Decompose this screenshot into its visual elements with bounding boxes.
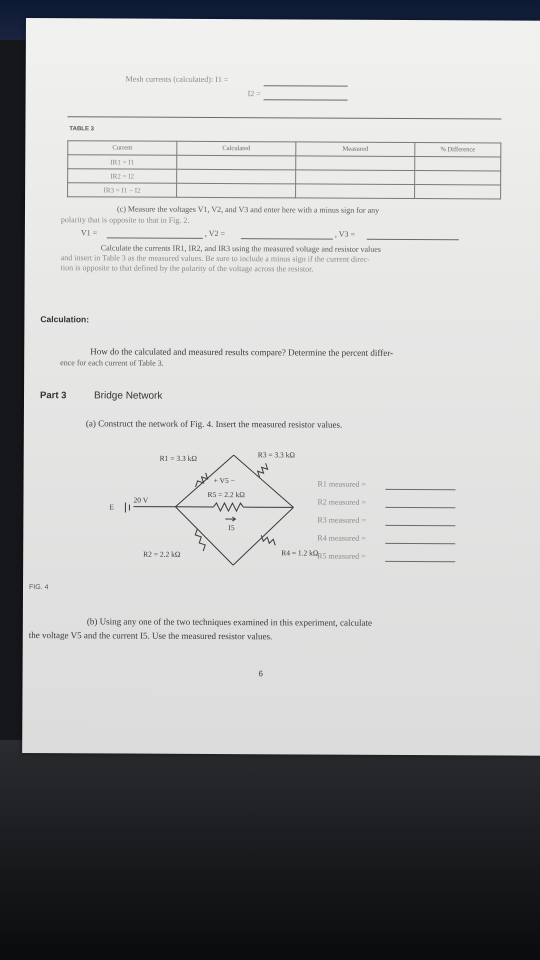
resistor-r5 bbox=[213, 503, 243, 511]
r1-label: R1 = 3.3 kΩ bbox=[159, 453, 198, 463]
cell-measured[interactable] bbox=[296, 156, 415, 171]
row-label: IR2 = I2 bbox=[68, 169, 177, 184]
part-c-line1: (c) Measure the voltages V1, V2, and V3 and enter here with a minus sign for any bbox=[116, 204, 380, 215]
e-label: E bbox=[109, 502, 115, 512]
r3-measured-label: R3 measured = bbox=[317, 515, 366, 525]
mesh-i2-blank[interactable] bbox=[264, 99, 348, 100]
part-3a-instruction: (a) Construct the network of Fig. 4. Insert the measured resistor values. bbox=[85, 418, 343, 430]
cell-measured[interactable] bbox=[296, 184, 415, 199]
calc-text-2: and insert in Table 3 as the measured values. Be sure to include a minus sign if the current direc- bbox=[60, 253, 370, 264]
r3-measured-blank[interactable] bbox=[385, 525, 455, 526]
part-3b-line1: (b) Using any one of the two techniques examined in this experiment, calculate bbox=[86, 616, 373, 628]
v2-label: , V2 = bbox=[204, 228, 226, 239]
compare-question-1: How do the calculated and measured results compare? Determine the percent differ- bbox=[90, 346, 394, 358]
r4-label: R4 = 1.2 kΩ bbox=[281, 548, 319, 558]
col-current: Current bbox=[68, 141, 177, 156]
wire-r2 bbox=[175, 507, 233, 565]
cell-difference[interactable] bbox=[415, 171, 501, 185]
r5-label: R5 = 2.2 kΩ bbox=[207, 489, 245, 500]
calculation-heading: Calculation: bbox=[40, 314, 90, 325]
v1-label: V1 = bbox=[80, 228, 98, 238]
v2-blank[interactable] bbox=[241, 238, 333, 239]
e-value: 20 V bbox=[133, 495, 149, 505]
r1-measured-blank[interactable] bbox=[386, 489, 456, 490]
part-3-label: Part 3 bbox=[39, 390, 67, 402]
page-number: 6 bbox=[258, 669, 264, 679]
cell-calculated[interactable] bbox=[177, 183, 296, 198]
v3-blank[interactable] bbox=[367, 239, 459, 240]
col-difference: % Difference bbox=[415, 143, 501, 157]
part-3-title: Bridge Network bbox=[93, 390, 163, 402]
wire-r3 bbox=[233, 455, 293, 507]
v5-label: + V5 − bbox=[213, 475, 235, 486]
cell-difference[interactable] bbox=[415, 157, 501, 171]
calc-text-1: Calculate the currents IR1, IR2, and IR3 using the measured voltage and resistor values bbox=[100, 243, 381, 254]
r2-measured-blank[interactable] bbox=[385, 507, 455, 508]
figure-label: FIG. 4 bbox=[28, 584, 49, 592]
part-c-line2: polarity that is opposite to that in Fig. 2. bbox=[60, 215, 190, 225]
background-bottom bbox=[0, 740, 540, 960]
part-3b-line2: the voltage V5 and the current I5. Use the measured resistor values. bbox=[28, 630, 273, 642]
resistor-r3 bbox=[258, 463, 268, 477]
mesh-i1-blank[interactable] bbox=[264, 85, 348, 86]
r5-measured-label: R5 measured = bbox=[317, 551, 366, 561]
col-calculated: Calculated bbox=[177, 141, 296, 156]
r4-measured-label: R4 measured = bbox=[317, 533, 366, 543]
compare-question-2: ence for each current of Table 3. bbox=[60, 358, 164, 368]
col-measured: Measured bbox=[296, 142, 415, 157]
row-label: IR1 = I1 bbox=[68, 155, 177, 170]
r1-measured-label: R1 measured = bbox=[317, 479, 367, 489]
v3-label: , V3 = bbox=[334, 229, 356, 239]
calc-text-3: tion is opposite to that defined by the polarity of the voltage across the resistor. bbox=[60, 263, 314, 274]
r5-measured-blank[interactable] bbox=[385, 561, 455, 562]
worksheet-page bbox=[22, 18, 540, 756]
cell-difference[interactable] bbox=[415, 185, 501, 199]
r2-label: R2 = 2.2 kΩ bbox=[143, 549, 181, 559]
r2-measured-label: R2 measured = bbox=[317, 497, 366, 507]
table-row bbox=[68, 183, 501, 199]
row-label: IR3 = I1 − I2 bbox=[68, 183, 177, 198]
mesh-currents-label: Mesh currents (calculated): I1 = bbox=[125, 74, 229, 85]
cell-calculated[interactable] bbox=[177, 169, 296, 184]
i5-label: I5 bbox=[228, 523, 235, 533]
v1-blank[interactable] bbox=[107, 237, 203, 239]
r4-measured-blank[interactable] bbox=[385, 543, 455, 544]
mesh-i2-label: I2 = bbox=[247, 89, 261, 99]
table-3 bbox=[67, 140, 501, 199]
table-3-label: TABLE 3 bbox=[69, 126, 94, 133]
r3-label: R3 = 3.3 kΩ bbox=[257, 450, 296, 460]
cell-measured[interactable] bbox=[296, 170, 415, 185]
table-top-rule bbox=[67, 116, 501, 119]
cell-calculated[interactable] bbox=[177, 155, 296, 170]
